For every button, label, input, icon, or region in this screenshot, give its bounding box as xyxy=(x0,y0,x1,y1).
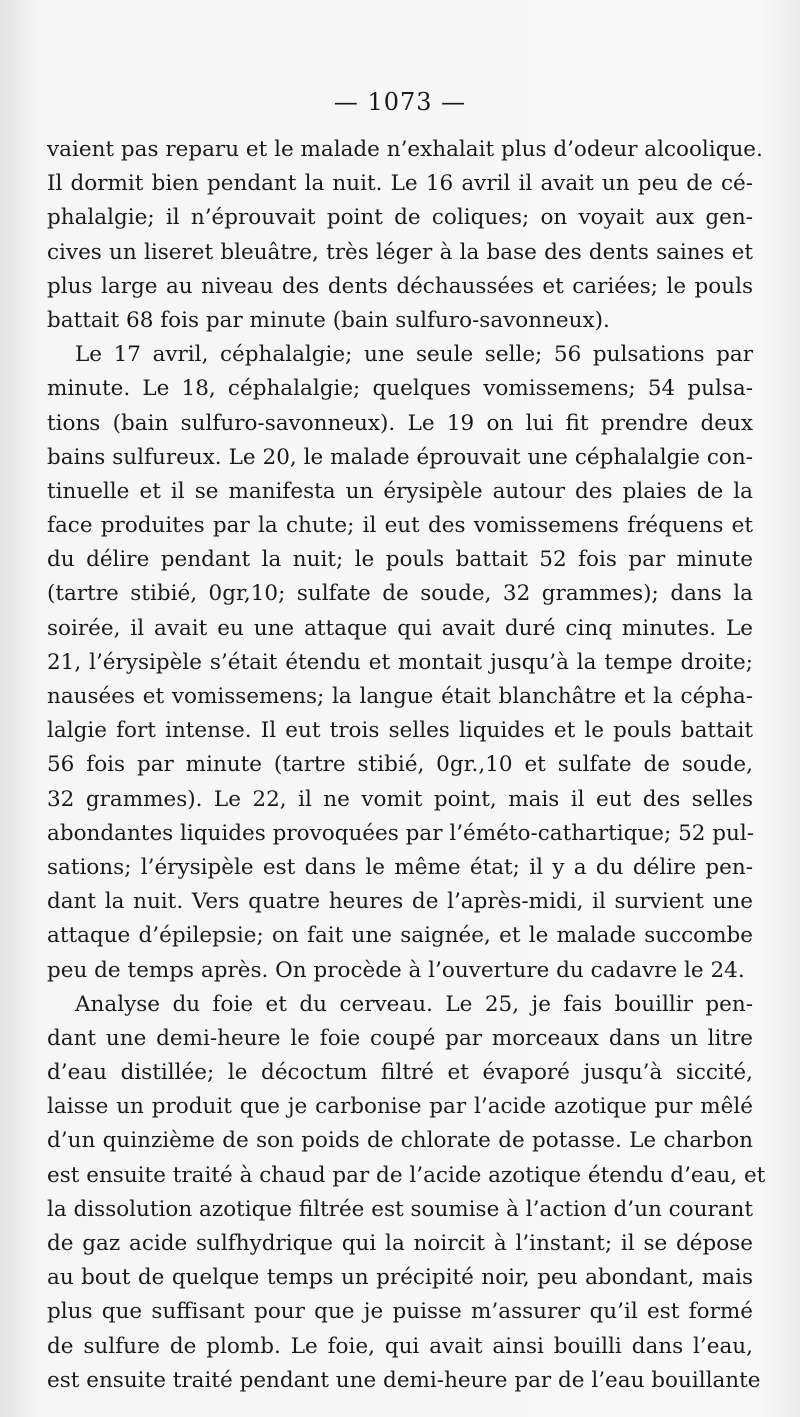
text-line: 56 fois par minute (tartre stibié, 0gr.,10 et sulfate de soude, xyxy=(47,752,753,778)
text-line: au bout de quelque temps un précipité noir, peu abondant, mais xyxy=(47,1265,753,1291)
text-line: du délire pendant la nuit; le pouls battait 52 fois par minute xyxy=(47,547,753,573)
text-line: 32 grammes). Le 22, il ne vomit point, mais il eut des selles xyxy=(47,786,753,812)
text-line: est ensuite traité pendant une demi-heure par de l’eau bouillante xyxy=(47,1367,761,1393)
text-line: plus que suffisant pour que je puisse m’assurer qu’il est formé xyxy=(47,1299,753,1325)
text-line: cives un liseret bleuâtre, très léger à la base des dents saines et xyxy=(47,239,753,265)
text-line: Analyse du foie et du cerveau. Le 25, je fais bouillir pen- xyxy=(75,991,753,1017)
text-line: d’eau distillée; le décoctum filtré et évaporé jusqu’à siccité, xyxy=(47,1060,753,1086)
text-line: laisse un produit que je carbonise par l’acide azotique pur mêlé xyxy=(47,1094,753,1120)
text-line: Il dormit bien pendant la nuit. Le 16 avril il avait un peu de cé- xyxy=(47,171,753,197)
text-line: soirée, il avait eu une attaque qui avait duré cinq minutes. Le xyxy=(47,615,753,641)
text-line: plus large au niveau des dents déchaussées et cariées; le pouls xyxy=(47,273,753,299)
text-line: abondantes liquides provoquées par l’éméto-cathartique; 52 pul- xyxy=(47,820,755,846)
text-line: 21, l’érysipèle s’était étendu et montait jusqu’à la tempe droite; xyxy=(47,649,753,675)
text-line: attaque d’épilepsie; on fait une saignée, et le malade succombe xyxy=(47,923,753,949)
text-line: bains sulfureux. Le 20, le malade éprouvait une céphalalgie con- xyxy=(47,444,753,470)
text-line: nausées et vomissemens; la langue était blanchâtre et la cépha- xyxy=(47,684,753,709)
text-line: (tartre stibié, 0gr,10; sulfate de soude, 32 grammes); dans la xyxy=(47,581,753,607)
text-line: peu de temps après. On procède à l’ouverture du cadavre le 24. xyxy=(47,957,745,983)
text-line: tions (bain sulfuro-savonneux). Le 19 on lui fit prendre deux xyxy=(47,410,753,436)
body-text xyxy=(47,133,766,1398)
text-line: dant la nuit. Vers quatre heures de l’après-midi, il survient une xyxy=(47,889,753,915)
text-line: face produites par la chute; il eut des vomissemens fréquens et xyxy=(47,513,753,539)
text-line: dant une demi-heure le foie coupé par morceaux dans un litre xyxy=(47,1025,753,1051)
text-line: est ensuite traité à chaud par de l’acide azotique étendu d’eau, et xyxy=(47,1162,766,1188)
text-line: la dissolution azotique filtrée est soumise à l’action d’un courant xyxy=(47,1196,754,1222)
text-line: de gaz acide sulfhydrique qui la noircit à l’instant; il se dépose xyxy=(47,1231,753,1256)
text-line: minute. Le 18, céphalalgie; quelques vomissemens; 54 pulsa- xyxy=(47,376,753,402)
text-line: Le 17 avril, céphalalgie; une seule selle; 56 pulsations par xyxy=(75,342,753,368)
text-line: de sulfure de plomb. Le foie, qui avait ainsi bouilli dans l’eau, xyxy=(47,1333,753,1359)
text-line: d’un quinzième de son poids de chlorate de potasse. Le charbon xyxy=(47,1128,753,1154)
text-line: sations; l’érysipèle est dans le même état; il y a du délire pen- xyxy=(47,854,753,880)
page-number: — 1073 — xyxy=(333,88,467,116)
text-line: battait 68 fois par minute (bain sulfuro-savonneux). xyxy=(47,307,610,333)
text-line: vaient pas reparu et le malade n’exhalait plus d’odeur alcoolique. xyxy=(47,137,763,162)
text-line: lalgie fort intense. Il eut trois selles liquides et le pouls battait xyxy=(47,718,753,744)
text-line: tinuelle et il se manifesta un érysipèle autour des plaies de la xyxy=(47,478,753,504)
text-line: phalalgie; il n’éprouvait point de coliques; on voyait aux gen- xyxy=(47,205,753,231)
